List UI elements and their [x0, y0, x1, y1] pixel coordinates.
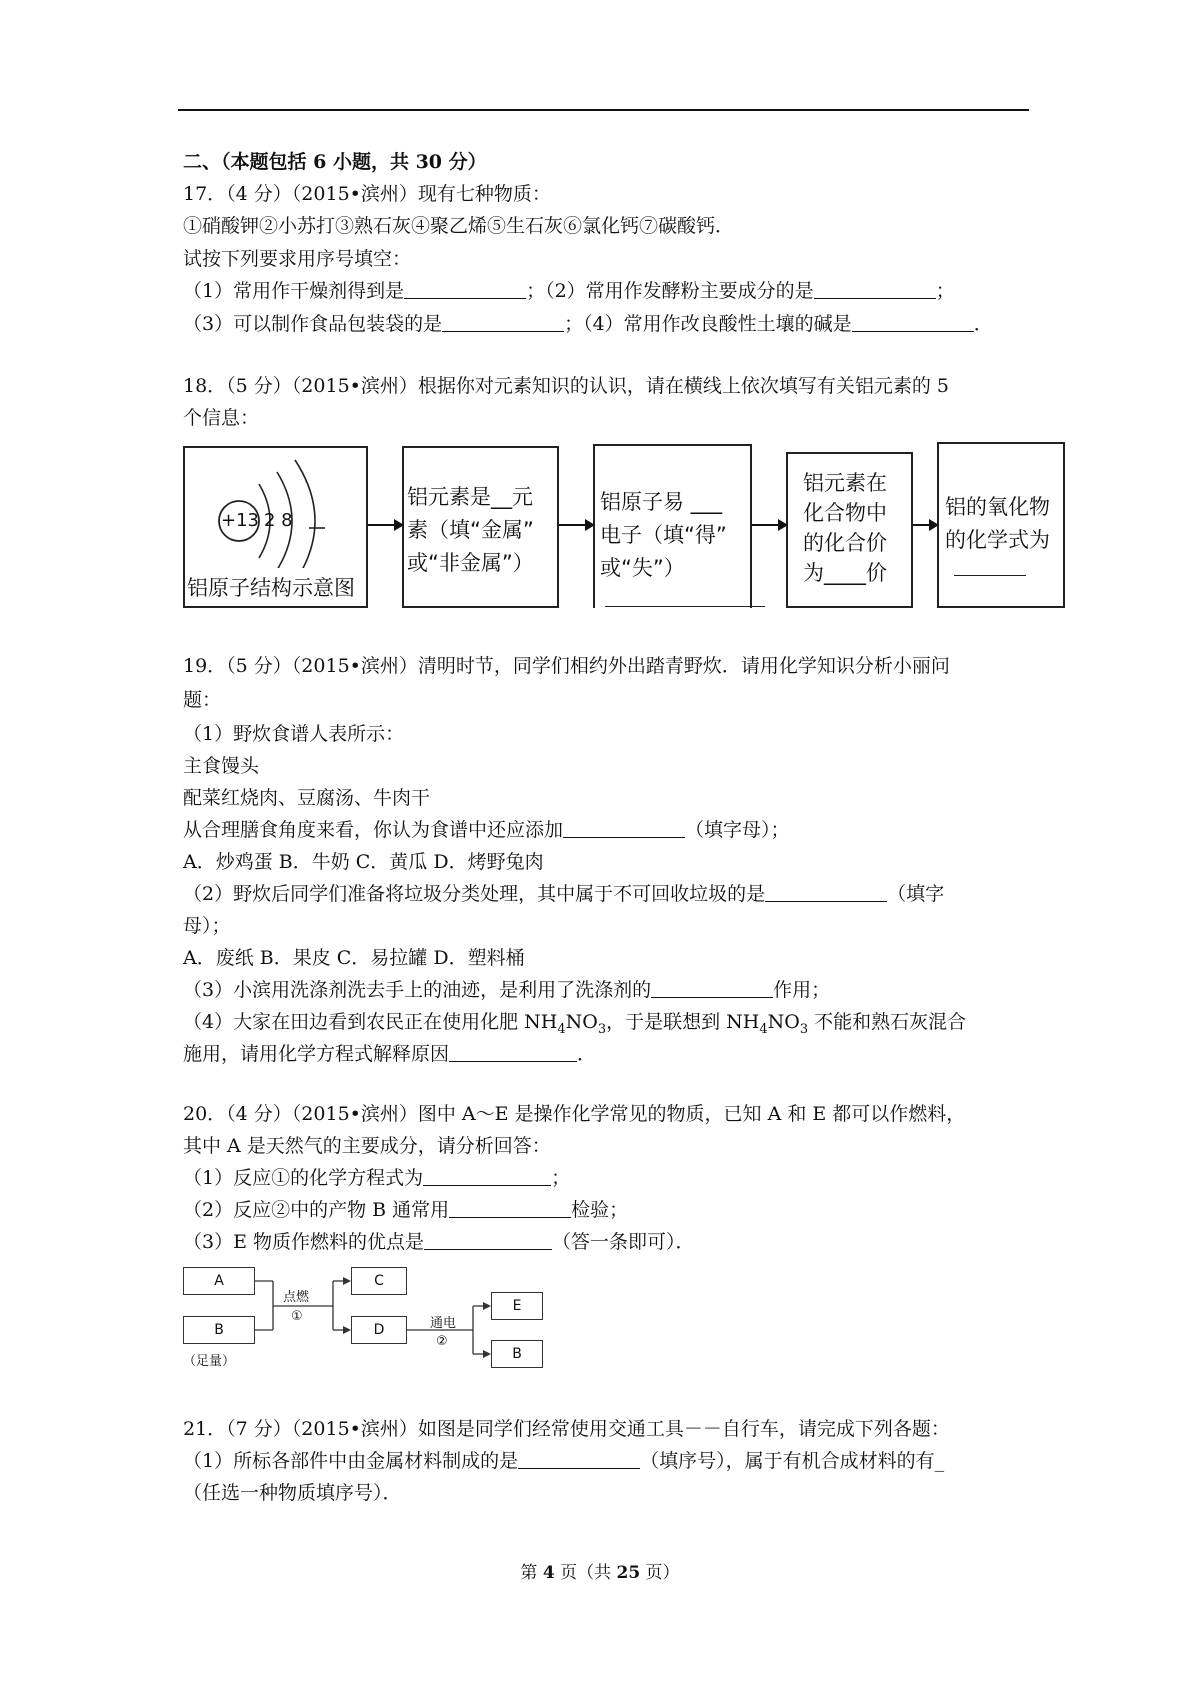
q17-part1-text: （1）常用作干燥剂得到是: [183, 280, 405, 302]
answer-blank[interactable]: [442, 311, 564, 332]
page-number: 4: [542, 1563, 555, 1583]
q19-part4-cont: [183, 1040, 596, 1068]
footer-text: 页（共: [554, 1563, 617, 1583]
q20-part1: [183, 1164, 570, 1192]
substance-b-product-box: B: [491, 1340, 543, 1368]
question-text: （填字母）；: [685, 819, 790, 841]
box-line: 铝元素在: [803, 471, 887, 495]
electron-box: [593, 444, 752, 608]
reaction1-condition: 点燃: [283, 1290, 310, 1305]
q17-part3: [183, 310, 993, 338]
footer-text: 页）: [640, 1563, 680, 1583]
answer-blank[interactable]: [814, 278, 936, 299]
answer-blank[interactable]: [605, 606, 765, 607]
question-text: （3）小滨用洗涤剂洗去手上的油迹，是利用了洗涤剂的: [183, 979, 652, 1001]
punctuation: ；: [935, 280, 955, 302]
question-text: （4）大家在田边看到农民正在使用化肥 NH: [183, 1011, 558, 1033]
reaction-flow-diagram: [183, 1262, 563, 1372]
punctuation: ．: [577, 1043, 597, 1065]
answer-blank[interactable]: [518, 1448, 640, 1469]
box-line: 或“非金属”）: [407, 551, 534, 575]
q19-dishes: 配菜红烧肉、豆腐汤、牛肉干: [183, 787, 431, 809]
arrow-icon: [911, 518, 941, 532]
question-text: （填字: [887, 883, 945, 905]
q18-title-cont: 个信息：: [183, 407, 260, 429]
q20-part2: [183, 1196, 628, 1224]
q18-title: 18．（5 分）（2015•滨州）根据你对元素知识的认识，请在横线上依次填写有关铝元素的 5: [183, 375, 949, 397]
punctuation: ；: [551, 1167, 571, 1189]
punctuation: ．: [973, 313, 993, 335]
question-text: NO: [767, 1011, 800, 1033]
substance-e-box: E: [491, 1292, 543, 1320]
box-line: 化合物中: [803, 501, 887, 525]
q21-part1: [183, 1447, 944, 1475]
atom-caption: 铝原子结构示意图: [187, 576, 355, 600]
excess-label: （足量）: [183, 1354, 236, 1369]
question-text: （填序号），属于有机合成材料的有_: [640, 1450, 945, 1472]
answer-blank[interactable]: [449, 1197, 571, 1218]
q20-part3: [183, 1228, 695, 1256]
valence-box: [786, 452, 913, 608]
q19-title-cont: 题：: [183, 689, 222, 711]
question-text: 检验；: [571, 1199, 629, 1221]
question-text: 施用，请用化学方程式解释原因: [183, 1043, 450, 1065]
reaction2-number: ②: [436, 1334, 448, 1349]
reaction2-condition: 通电: [430, 1316, 457, 1331]
question-text: 不能和熟石灰混合: [808, 1011, 967, 1033]
header-rule: [178, 109, 1029, 111]
substance-d-box: D: [351, 1316, 407, 1344]
box-line: 铝的氧化物: [945, 495, 1050, 519]
box-line: 铝元素是__元: [407, 485, 533, 509]
nucleus-charge: +13: [221, 510, 259, 531]
q19-part2-cont: 母）；: [183, 915, 231, 937]
q17-part3-text: （3）可以制作食品包装袋的是: [183, 313, 443, 335]
subscript: 3: [597, 1021, 607, 1037]
q19-staple: 主食馒头: [183, 755, 260, 777]
q21-title: 21．（7 分）（2015•滨州）如图是同学们经常使用交通工具－－自行车，请完成下列各题：: [183, 1418, 950, 1440]
q17-part1: [183, 277, 955, 305]
question-text: （1）所标各部件中由金属材料制成的是: [183, 1450, 519, 1472]
question-text: （2）反应②中的产物 B 通常用: [183, 1199, 450, 1221]
answer-blank[interactable]: [765, 881, 887, 902]
answer-blank[interactable]: [651, 977, 773, 998]
box-line: 的化合价: [803, 531, 887, 555]
q17-substances: ①硝酸钾②小苏打③熟石灰④聚乙烯⑤生石灰⑥氯化钙⑦碳酸钙．: [183, 215, 735, 237]
substance-a-box: A: [183, 1267, 255, 1295]
answer-blank[interactable]: [423, 1165, 551, 1186]
substance-c-box: C: [351, 1267, 407, 1295]
box-line: 铝原子易 ___: [600, 490, 723, 514]
answer-blank[interactable]: [852, 311, 974, 332]
question-text: （答一条即可）．: [552, 1231, 695, 1253]
box-line: 电子（填“得”: [600, 523, 727, 547]
q17-part2-text: ；（2）常用作发酵粉主要成分的是: [526, 280, 814, 302]
answer-blank[interactable]: [449, 1041, 577, 1062]
q20-title: 20．（4 分）（2015•滨州）图中 A～E 是操作化学常见的物质，已知 A 和 E 都可以作燃料，: [183, 1103, 966, 1125]
q19-part4: [183, 1008, 966, 1044]
question-text: NO: [565, 1011, 598, 1033]
box-line: 的化学式为: [945, 528, 1050, 552]
q19-part2-options: A．废纸 B．果皮 C．易拉罐 D．塑料桶: [183, 947, 525, 969]
q17-instruction: 试按下列要求用序号填空：: [183, 248, 412, 270]
answer-blank[interactable]: [954, 575, 1026, 576]
box-line: 素（填“金属”: [407, 518, 534, 542]
subscript: 3: [799, 1021, 809, 1037]
answer-blank[interactable]: [424, 1229, 552, 1250]
substance-b-box: B: [183, 1316, 255, 1344]
question-text: 作用；: [773, 979, 831, 1001]
q20-title-cont: 其中 A 是天然气的主要成分，请分析回答：: [183, 1135, 551, 1157]
electron-shells: 2 8: [264, 510, 293, 531]
q19-title: 19．（5 分）（2015•滨州）清明时节，同学们相约外出踏青野炊．请用化学知识分析小丽问: [183, 655, 950, 677]
footer-text: 第: [520, 1563, 543, 1583]
page-total: 25: [616, 1563, 641, 1583]
q19-part2: [183, 880, 944, 908]
question-text: 从合理膳食角度来看，你认为食谱中还应添加: [183, 819, 564, 841]
q19-part1: （1）野炊食谱人表所示：: [183, 723, 405, 745]
question-text: （1）反应①的化学方程式为: [183, 1167, 424, 1189]
subscript: 4: [557, 1021, 566, 1037]
question-text: （2）野炊后同学们准备将垃圾分类处理，其中属于不可回收垃圾的是: [183, 883, 766, 905]
arrow-icon: [557, 518, 597, 532]
page-footer: [0, 1558, 1200, 1583]
box-line: 或“失”）: [600, 556, 685, 580]
answer-blank[interactable]: [563, 817, 685, 838]
question-text: ，于是联想到 NH: [606, 1011, 760, 1033]
atom-diagram: [185, 448, 366, 568]
q19-part1-question: [183, 816, 790, 844]
subscript: 4: [759, 1021, 768, 1037]
answer-blank[interactable]: [404, 278, 526, 299]
q17-part4-text: ；（4）常用作改良酸性土壤的碱是: [564, 313, 852, 335]
reaction1-number: ①: [291, 1309, 303, 1324]
oxide-formula-box: [937, 442, 1065, 608]
question-text: （3）E 物质作燃料的优点是: [183, 1231, 424, 1253]
q19-part1-options: A．炒鸡蛋 B．牛奶 C．黄瓜 D．烤野兔肉: [183, 851, 544, 873]
arrow-icon: [366, 518, 406, 532]
atom-structure-box: [183, 446, 368, 608]
q17-title: 17．（4 分）（2015•滨州）现有七种物质：: [183, 183, 551, 205]
section-heading: 二、（本题包括 6 小题，共 30 分）: [183, 151, 487, 173]
element-type-box: [402, 446, 559, 608]
box-line: 为____价: [803, 561, 887, 585]
q19-part3: [183, 976, 830, 1004]
q21-part1-cont: （任选一种物质填序号）．: [183, 1482, 402, 1504]
arrow-icon: [750, 518, 790, 532]
